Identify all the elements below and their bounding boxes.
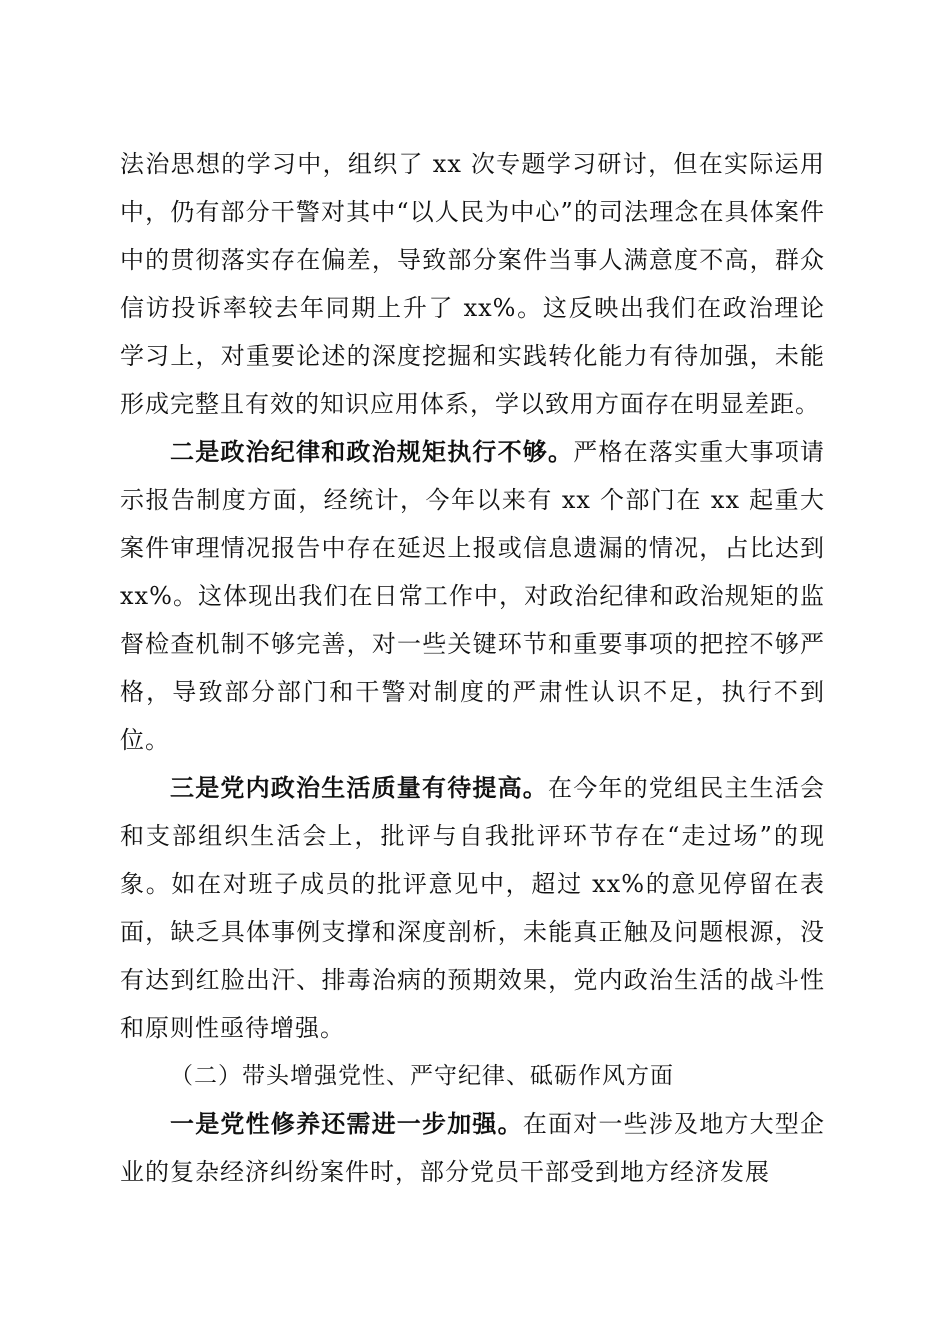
item-political-discipline	[120, 428, 825, 764]
item-body: 严格在落实重大事项请示报告制度方面，经统计，今年以来有 xx 个部门在 xx 起重大案件审理情况报告中存在延迟上报或信息遗漏的情况，占比达到 xx%。这体现出我们在日常工作中，对政治纪律和政治规矩的监督检查机制不够完善，对一些关键环节和重要事项的把控不够严格，导致部分部门和干警对制度的严肃性认识不足，执行不到位。	[120, 438, 826, 754]
continued-paragraph	[120, 140, 825, 428]
item-lead: 三是党内政治生活质量有待提高。	[170, 773, 548, 802]
continued-paragraph-text: 法治思想的学习中，组织了 xx 次专题学习研讨，但在实际运用中，仍有部分干警对其中“以人民为中心”的司法理念在具体案件中的贯彻落实存在偏差，导致部分案件当事人满意度不高，群众信访投诉率较去年同期上升了 xx%。这反映出我们在政治理论学习上，对重要论述的深度挖掘和实践转化能力有待加强，未能形成完整且有效的知识应用体系，学以致用方面存在明显差距。	[120, 150, 825, 418]
item-lead: 二是政治纪律和政治规矩执行不够。	[170, 437, 574, 466]
item-lead: 一是党性修养还需进一步加强。	[170, 1109, 523, 1138]
section-heading: （二）带头增强党性、严守纪律、砥砺作风方面	[170, 1063, 674, 1089]
item-body: 在面对一些涉及地方大型企业的复杂经济纠纷案件时，部分党员干部受到地方经济发展	[120, 1110, 826, 1186]
item-body: 在今年的党组民主生活会和支部组织生活会上，批评与自我批评环节存在“走过场”的现象。如在对班子成员的批评意见中，超过 xx%的意见停留在表面，缺乏具体事例支撑和深度剖析，未能真正触及问题根源，没有达到红脸出汗、排毒治病的预期效果，党内政治生活的战斗性和原则性亟待增强。	[120, 774, 825, 1042]
item-party-life-quality	[120, 764, 825, 1052]
document-body	[120, 140, 825, 1196]
item-party-spirit	[120, 1100, 825, 1196]
